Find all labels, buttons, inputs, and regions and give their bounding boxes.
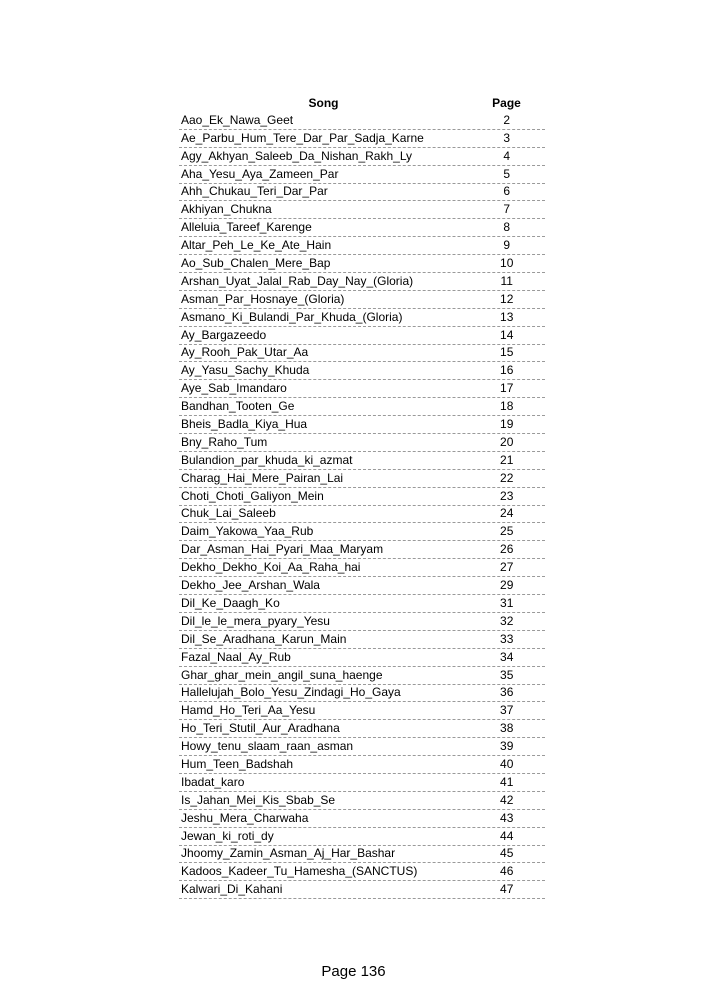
table-row — [179, 595, 545, 613]
table-row — [179, 523, 545, 541]
table-row — [179, 559, 545, 577]
table-row — [179, 881, 545, 899]
table-row — [179, 863, 545, 881]
song-title: Charag_Hai_Mere_Pairan_Lai — [181, 470, 344, 485]
song-title: Ao_Sub_Chalen_Mere_Bap — [181, 256, 331, 271]
song-title: Altar_Peh_Le_Ke_Ate_Hain — [181, 238, 332, 253]
column-header-page: Page — [492, 96, 521, 110]
column-header-song: Song — [308, 96, 339, 110]
table-row — [179, 219, 545, 237]
song-title: Akhiyan_Chukna — [181, 202, 272, 217]
song-page-number: 40 — [500, 756, 514, 771]
song-page-number: 15 — [500, 345, 514, 360]
song-page-number: 31 — [500, 595, 514, 610]
song-page-number: 42 — [500, 792, 514, 807]
song-title: Jeshu_Mera_Charwaha — [181, 810, 309, 825]
song-title: Chuk_Lai_Saleeb — [181, 506, 276, 521]
song-title: Hamd_Ho_Teri_Aa_Yesu — [181, 703, 316, 718]
song-page-number: 5 — [503, 166, 511, 181]
song-page-number: 29 — [500, 578, 514, 593]
song-page-number: 13 — [500, 309, 514, 324]
song-title: Fazal_Naal_Ay_Rub — [181, 649, 291, 664]
page-number-footer: Page 136 — [321, 963, 386, 980]
song-page-number: 25 — [500, 524, 514, 539]
table-row — [179, 488, 545, 506]
table-row — [179, 452, 545, 470]
song-title: Ho_Teri_Stutil_Aur_Aradhana — [181, 721, 340, 736]
song-title: Jhoomy_Zamin_Asman_Aj_Har_Bashar — [181, 846, 396, 861]
song-page-number: 41 — [500, 774, 514, 789]
table-header — [179, 94, 545, 112]
song-title: Ay_Bargazeedo — [181, 327, 267, 342]
song-title: Aye_Sab_Imandaro — [181, 381, 287, 396]
song-title: Bny_Raho_Tum — [181, 434, 268, 449]
song-page-number: 46 — [500, 864, 514, 879]
table-row — [179, 327, 545, 345]
song-title: Aha_Yesu_Aya_Zameen_Par — [181, 166, 339, 181]
table-row — [179, 130, 545, 148]
song-page-number: 23 — [500, 488, 514, 503]
song-page-number: 45 — [500, 846, 514, 861]
song-index-table — [179, 94, 545, 899]
table-row — [179, 184, 545, 202]
table-row — [179, 810, 545, 828]
song-page-number: 17 — [500, 381, 514, 396]
table-row — [179, 720, 545, 738]
table-row — [179, 309, 545, 327]
song-title: Ae_Parbu_Hum_Tere_Dar_Par_Sadja_Karne — [181, 130, 424, 145]
song-page-number: 34 — [500, 649, 514, 664]
table-row — [179, 380, 545, 398]
song-page-number: 43 — [500, 810, 514, 825]
song-title: Aao_Ek_Nawa_Geet — [181, 112, 294, 127]
song-page-number: 35 — [500, 667, 514, 682]
song-page-number: 6 — [503, 184, 511, 199]
song-page-number: 44 — [500, 828, 514, 843]
song-page-number: 14 — [500, 327, 514, 342]
song-page-number: 12 — [500, 291, 514, 306]
song-title: Dil_le_le_mera_pyary_Yesu — [181, 613, 330, 628]
song-title: Jewan_ki_roti_dy — [181, 828, 274, 843]
song-page-number: 47 — [500, 882, 514, 897]
table-row — [179, 702, 545, 720]
table-row — [179, 416, 545, 434]
song-page-number: 33 — [500, 631, 514, 646]
song-title: Daim_Yakowa_Yaa_Rub — [181, 524, 314, 539]
song-page-number: 7 — [503, 202, 511, 217]
table-row — [179, 201, 545, 219]
table-row — [179, 112, 545, 130]
song-page-number: 36 — [500, 685, 514, 700]
song-page-number: 10 — [500, 256, 514, 271]
table-row — [179, 846, 545, 864]
table-row — [179, 255, 545, 273]
song-title: Ghar_ghar_mein_angil_suna_haenge — [181, 667, 383, 682]
table-row — [179, 470, 545, 488]
song-title: Bheis_Badla_Kiya_Hua — [181, 417, 308, 432]
song-page-number: 38 — [500, 721, 514, 736]
song-title: Kalwari_Di_Kahani — [181, 882, 283, 897]
song-title: Asman_Par_Hosnaye_(Gloria) — [181, 291, 345, 306]
table-row — [179, 738, 545, 756]
song-page-number: 21 — [500, 452, 514, 467]
table-row — [179, 166, 545, 184]
song-page-number: 16 — [500, 363, 514, 378]
song-title: Agy_Akhyan_Saleeb_Da_Nishan_Rakh_Ly — [181, 148, 413, 163]
song-title: Hallelujah_Bolo_Yesu_Zindagi_Ho_Gaya — [181, 685, 401, 700]
song-page-number: 11 — [500, 273, 513, 288]
table-row — [179, 506, 545, 524]
song-title: Choti_Choti_Galiyon_Mein — [181, 488, 324, 503]
song-title: Is_Jahan_Mei_Kis_Sbab_Se — [181, 792, 336, 807]
table-row — [179, 756, 545, 774]
table-row — [179, 541, 545, 559]
table-row — [179, 237, 545, 255]
table-row — [179, 774, 545, 792]
song-title: Bandhan_Tooten_Ge — [181, 399, 295, 414]
song-title: Ahh_Chukau_Teri_Dar_Par — [181, 184, 328, 199]
song-title: Ay_Yasu_Sachy_Khuda — [181, 363, 310, 378]
song-page-number: 39 — [500, 739, 514, 754]
table-row — [179, 613, 545, 631]
table-row — [179, 631, 545, 649]
song-page-number: 26 — [500, 542, 514, 557]
song-page-number: 3 — [503, 130, 511, 145]
song-page-number: 22 — [500, 470, 514, 485]
song-page-number: 9 — [503, 238, 511, 253]
song-page-number: 2 — [503, 112, 511, 127]
table-body — [179, 112, 545, 899]
table-row — [179, 148, 545, 166]
song-title: Ibadat_karo — [181, 774, 245, 789]
table-row — [179, 291, 545, 309]
song-page-number: 32 — [500, 613, 514, 628]
table-row — [179, 828, 545, 846]
table-row — [179, 362, 545, 380]
song-title: Ay_Rooh_Pak_Utar_Aa — [181, 345, 309, 360]
table-row — [179, 577, 545, 595]
song-title: Howy_tenu_slaam_raan_asman — [181, 739, 354, 754]
song-title: Dekho_Dekho_Koi_Aa_Raha_hai — [181, 560, 361, 575]
table-row — [179, 434, 545, 452]
song-page-number: 27 — [500, 560, 514, 575]
song-title: Dil_Se_Aradhana_Karun_Main — [181, 631, 347, 646]
table-row — [179, 667, 545, 685]
table-row — [179, 273, 545, 291]
table-row — [179, 649, 545, 667]
song-page-number: 4 — [503, 148, 511, 163]
song-title: Asmano_Ki_Bulandi_Par_Khuda_(Gloria) — [181, 309, 403, 324]
table-row — [179, 345, 545, 363]
song-title: Dil_Ke_Daagh_Ko — [181, 595, 280, 610]
song-page-number: 18 — [500, 399, 514, 414]
song-title: Arshan_Uyat_Jalal_Rab_Day_Nay_(Gloria) — [181, 273, 414, 288]
song-title: Kadoos_Kadeer_Tu_Hamesha_(SANCTUS) — [181, 864, 418, 879]
table-row — [179, 685, 545, 703]
song-title: Dar_Asman_Hai_Pyari_Maa_Maryam — [181, 542, 384, 557]
song-page-number: 19 — [500, 417, 514, 432]
table-row — [179, 398, 545, 416]
song-page-number: 20 — [500, 434, 514, 449]
song-title: Dekho_Jee_Arshan_Wala — [181, 578, 320, 593]
song-title: Hum_Teen_Badshah — [181, 756, 294, 771]
song-page-number: 37 — [500, 703, 514, 718]
song-title: Alleluia_Tareef_Karenge — [181, 220, 312, 235]
song-title: Bulandion_par_khuda_ki_azmat — [181, 452, 353, 467]
table-row — [179, 792, 545, 810]
song-page-number: 24 — [500, 506, 514, 521]
song-page-number: 8 — [503, 220, 511, 235]
